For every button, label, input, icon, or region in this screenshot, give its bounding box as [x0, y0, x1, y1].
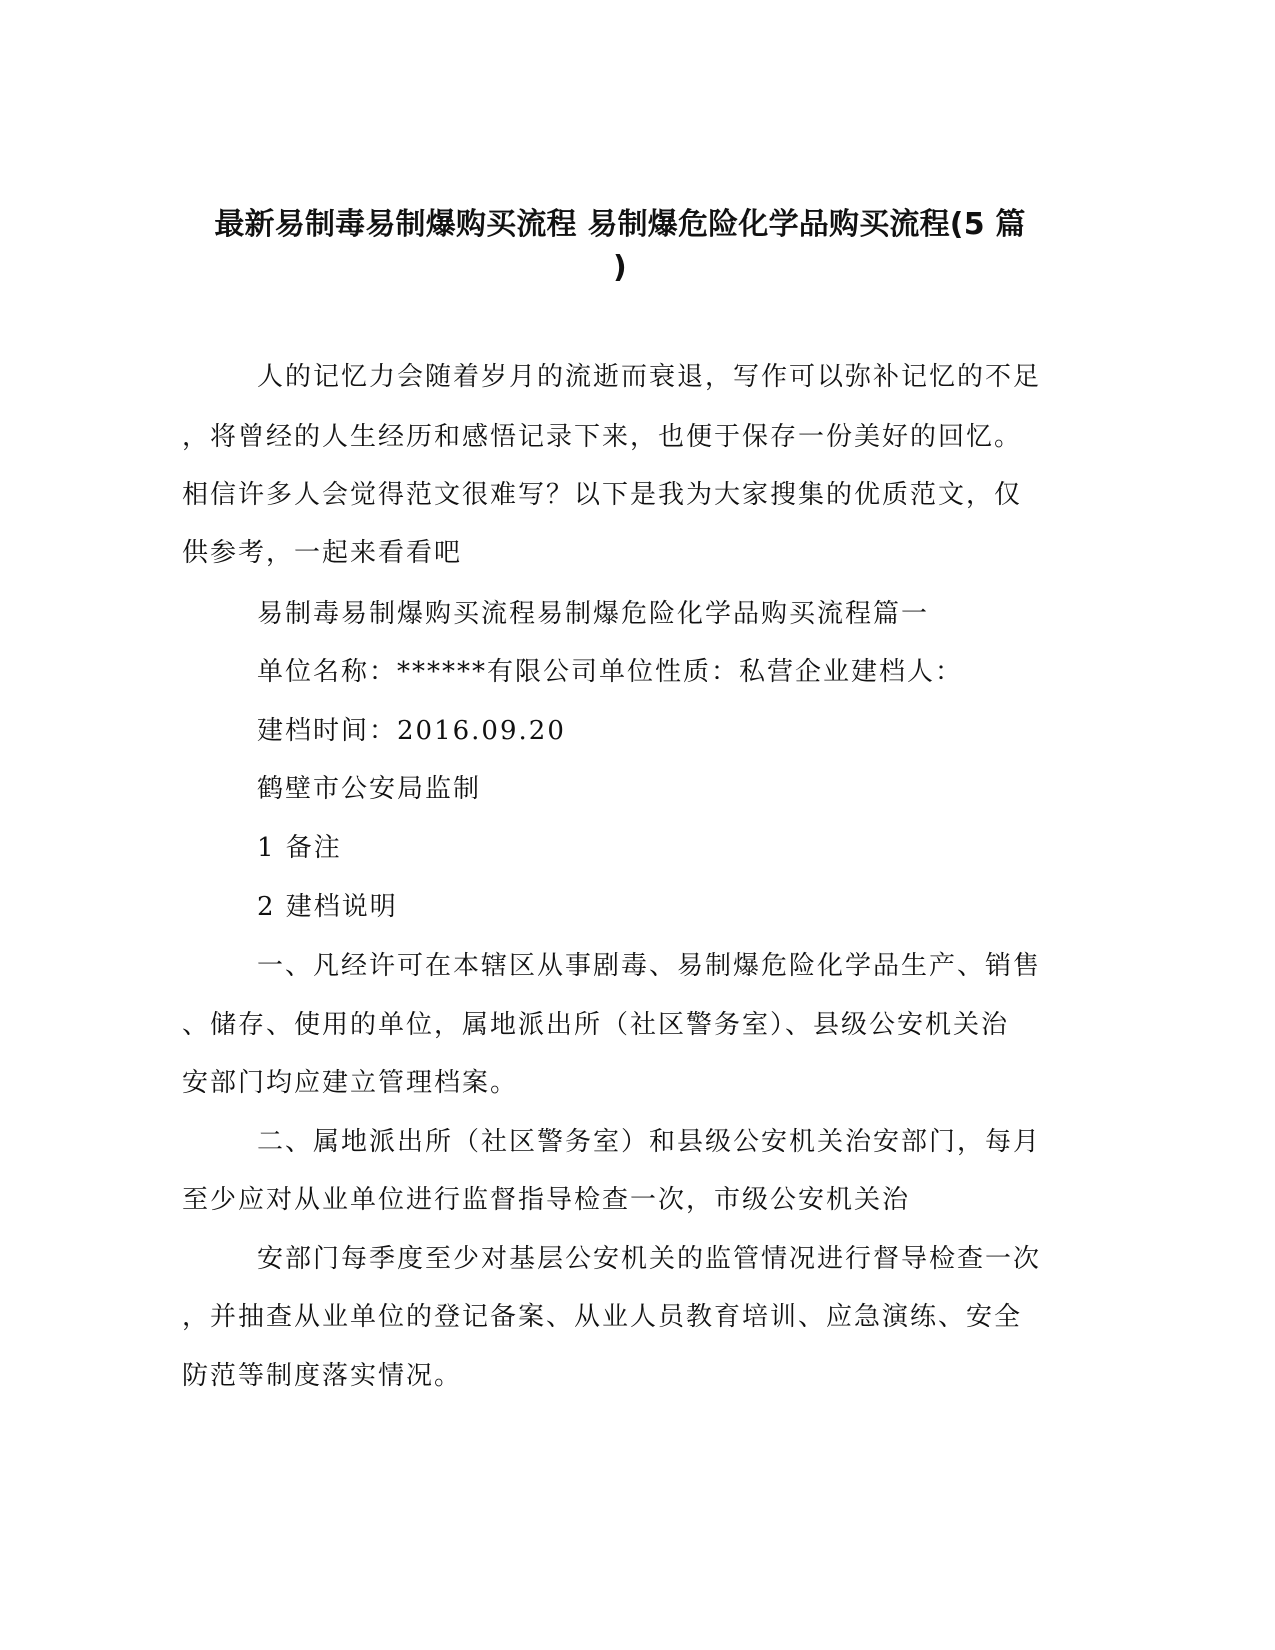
title-line-1: 最新易制毒易制爆购买流程 易制爆危险化学品购买流程(5 篇 [214, 207, 1026, 242]
rule-1-line-2: 、储存、使用的单位，属地派出所（社区警务室）、县级公安机关治 [182, 1010, 1010, 1040]
remark-line: 1 备注 [257, 833, 342, 863]
filing-description-line: 2 建档说明 [257, 892, 398, 922]
supervisor-line: 鹤壁市公安局监制 [257, 774, 482, 804]
section-heading: 易制毒易制爆购买流程易制爆危险化学品购买流程篇一 [257, 599, 930, 629]
unit-info-line: 单位名称：******有限公司单位性质：私营企业建档人： [257, 657, 964, 687]
rule-1-line-1: 一、凡经许可在本辖区从事剧毒、易制爆危险化学品生产、销售 [257, 951, 1042, 981]
rule-1-line-3: 安部门均应建立管理档案。 [182, 1068, 519, 1098]
intro-line-3: 相信许多人会觉得范文很难写？以下是我为大家搜集的优质范文，仅 [182, 480, 1023, 510]
rule-2-cont-line-2: ，并抽查从业单位的登记备案、从业人员教育培训、应急演练、安全 [182, 1302, 1023, 1332]
rule-2-cont-line-3: 防范等制度落实情况。 [182, 1361, 463, 1391]
rule-2-line-2: 至少应对从业单位进行监督指导检查一次，市级公安机关治 [182, 1185, 911, 1215]
filing-date-line: 建档时间：2016.09.20 [257, 716, 566, 746]
document-title [180, 203, 1060, 289]
rule-2-line-1: 二、属地派出所（社区警务室）和县级公安机关治安部门，每月 [257, 1127, 1042, 1157]
rule-2-cont-line-1: 安部门每季度至少对基层公安机关的监管情况进行督导检查一次 [257, 1244, 1042, 1274]
title-line-2: ) [613, 250, 627, 285]
intro-line-4: 供参考，一起来看看吧 [182, 538, 463, 568]
intro-line-1: 人的记忆力会随着岁月的流逝而衰退，写作可以弥补记忆的不足 [257, 362, 1042, 392]
intro-line-2: ，将曾经的人生经历和感悟记录下来，也便于保存一份美好的回忆。 [182, 422, 1023, 452]
